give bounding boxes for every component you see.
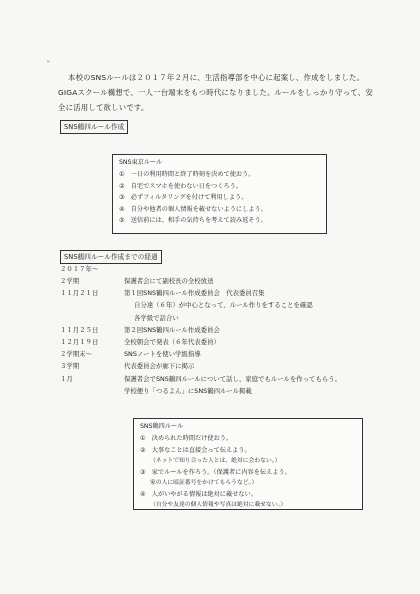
intro-paragraph: 本校のSNSルールは２０１７年２月に、生活指導部を中心に起案し、作成をしました。GIGAスクール構想で、一人一台端末をもつ時代になりました。ルールをしっかり守って、安全に活用して欲しいです。 bbox=[58, 73, 373, 112]
timeline-event: 代表委員会が廊下に掲示 bbox=[124, 362, 195, 371]
timeline-date: ３学期 bbox=[60, 362, 80, 371]
tsuruyon-rules-title: SNS鶴四ルール bbox=[140, 423, 184, 430]
tsuruyon-rule-item: ④ 人がいやがる情報は絶対に載せない。 bbox=[140, 490, 257, 498]
section-title-creation: SNS鶴四ルール作成 bbox=[60, 120, 128, 134]
tokyo-rule-item: ③ 必ずフィルタリングを付けて利用しよう。 bbox=[119, 194, 248, 201]
tsuruyon-rule-note: 家の人に暗証番号をかけてもらうなど。） bbox=[150, 480, 258, 486]
timeline-date bbox=[60, 299, 124, 311]
timeline-event: 第２回SNS鶴四ルール作成委員会 bbox=[124, 325, 220, 334]
timeline-row bbox=[60, 348, 390, 360]
timeline-row bbox=[60, 324, 390, 336]
timeline bbox=[60, 264, 390, 397]
tokyo-rules-box bbox=[112, 154, 327, 234]
timeline-row bbox=[60, 299, 390, 311]
tokyo-rule-item: ④ 自分や他者の個人情報を載せないようにしよう。 bbox=[119, 205, 267, 213]
timeline-row bbox=[60, 287, 390, 299]
section-title-history: SNS鶴四ルール作成までの経過 bbox=[60, 250, 162, 264]
timeline-event: 第１回SNS鶴四ルール作成委員会 代表委員召集 bbox=[124, 289, 265, 298]
timeline-date: １月 bbox=[60, 374, 73, 383]
timeline-row bbox=[60, 336, 390, 348]
timeline-date bbox=[60, 312, 124, 324]
timeline-date: ２学期末～ bbox=[60, 350, 92, 359]
timeline-event: 各学級で話合い bbox=[134, 313, 179, 322]
tokyo-rule-item: ① 一日の利用時間と終了時刻を決めて使おう。 bbox=[119, 171, 255, 178]
corner-mark: " bbox=[47, 60, 50, 67]
timeline-date bbox=[60, 385, 124, 397]
timeline-year: ２０１７年～ bbox=[60, 265, 99, 273]
timeline-row bbox=[60, 373, 390, 385]
timeline-row bbox=[60, 312, 390, 324]
timeline-event: 自分達（６年）が中心となって、ルール作りをすることを確認 bbox=[134, 301, 313, 310]
tokyo-rule-item: ② 自宅でスマホを使わない日をつくろう。 bbox=[119, 182, 242, 190]
tokyo-rule-item: ⑤ 送信前には、相手の気持ちを考えて読み返そう。 bbox=[119, 217, 267, 224]
timeline-event: 保護者会でSNS鶴四ルールについて話し、家庭でもルールを作ってもらう。 bbox=[124, 374, 342, 383]
tsuruyon-rule-note: （自分や友達の個人情報や写真は絶対に載せない。） bbox=[150, 502, 287, 508]
timeline-row bbox=[60, 275, 390, 287]
timeline-date: ２学期 bbox=[60, 277, 80, 285]
timeline-event: 保護者会にて副校長の全校放送 bbox=[124, 277, 214, 285]
timeline-date: １２月１９日 bbox=[60, 338, 99, 347]
timeline-event: 全校朝会で発表（６年代表委員） bbox=[124, 338, 220, 347]
tokyo-rules-title: SNS東京ルール bbox=[119, 159, 163, 166]
timeline-row bbox=[60, 385, 390, 397]
tsuruyon-rule-note: （ネットで知り合った人とは、絶対に会わない。） bbox=[150, 458, 281, 464]
timeline-row bbox=[60, 360, 390, 372]
tsuruyon-rule-item: ③ 家でルールを作ろう。（保護者に内容を伝えよう。 bbox=[140, 468, 291, 476]
timeline-event: 学校便り「つるよん」にSNS鶴四ルール掲載 bbox=[124, 386, 252, 395]
tsuruyon-rules-box bbox=[133, 418, 363, 510]
tsuruyon-rule-item: ② 大事なことは直接会って伝えよう。 bbox=[140, 446, 251, 454]
timeline-date: １１月２１日 bbox=[60, 289, 99, 298]
timeline-date: １１月２５日 bbox=[60, 325, 99, 334]
timeline-event: SNSノートを使い学級指導 bbox=[124, 350, 201, 359]
tsuruyon-rule-item: ① 決められた時間だけ使おう。 bbox=[140, 435, 233, 442]
